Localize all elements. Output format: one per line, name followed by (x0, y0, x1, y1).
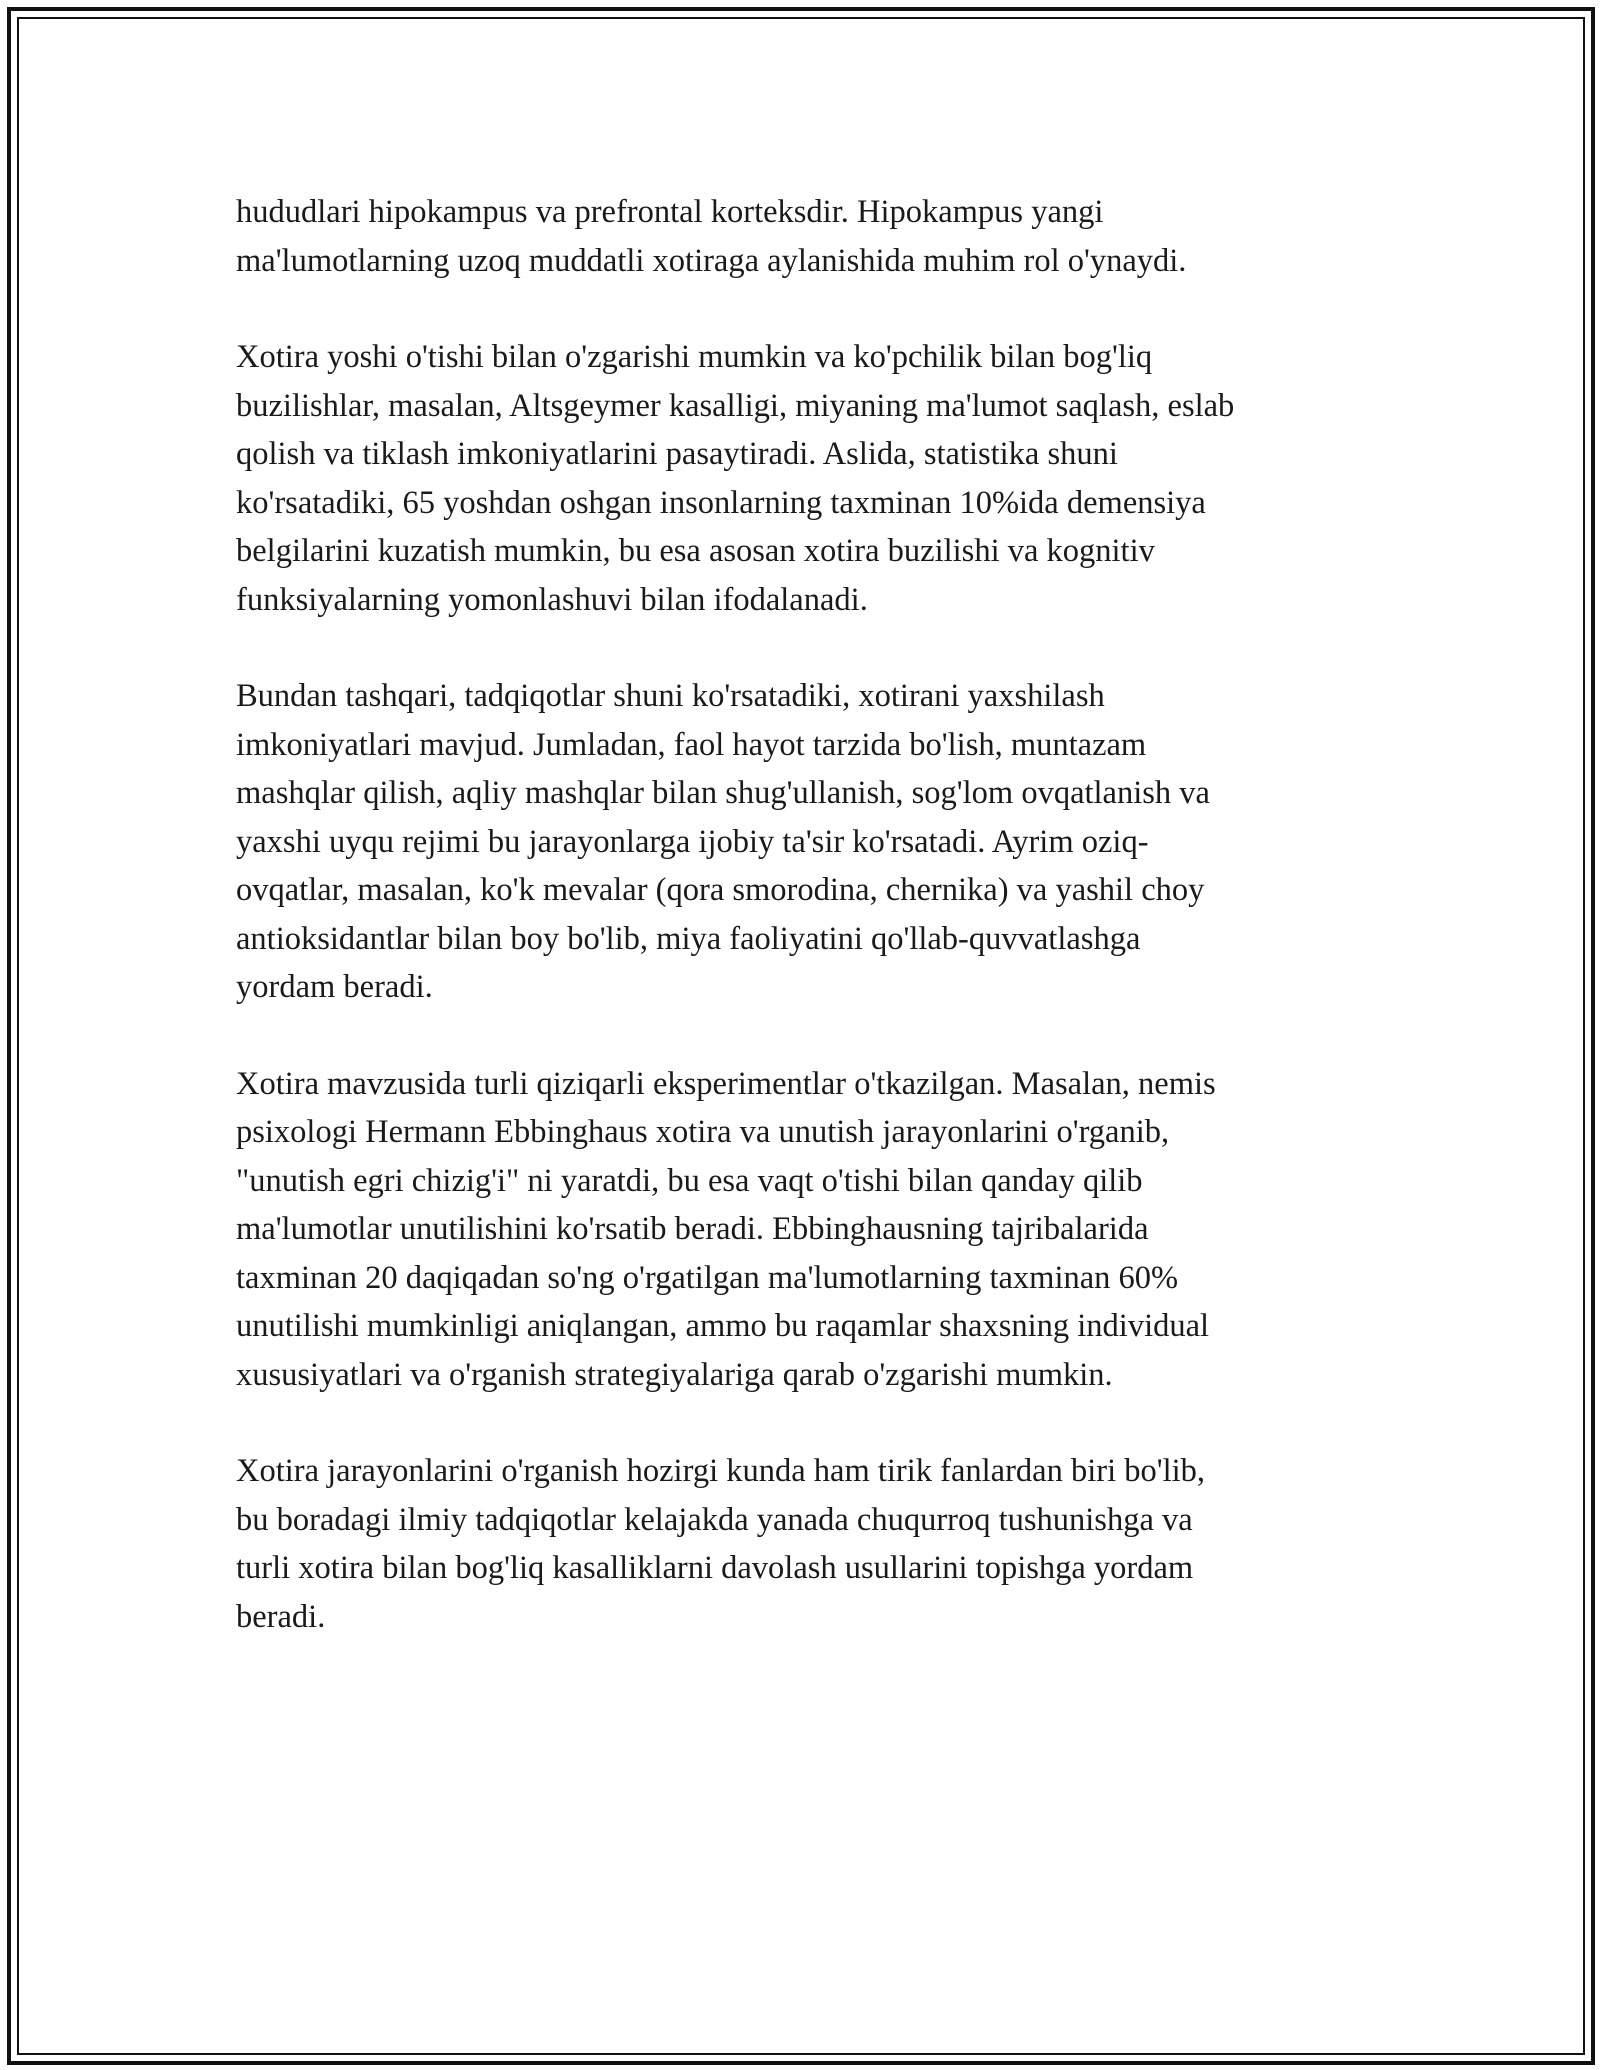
text-line: unutilishi mumkinligi aniqlangan, ammo bu raqamlar shaxsning individual (236, 1308, 1210, 1344)
text-line: beradi. (236, 1598, 326, 1635)
paragraph-5 (236, 1447, 1376, 1641)
text-line: ovqatlar, masalan, ko'k mevalar (qora smorodina, chernika) va yashil choy (236, 872, 1205, 908)
paragraph-4 (236, 1060, 1376, 1400)
text-line: Bundan tashqari, tadqiqotlar shuni ko'rsatadiki, xotirani yaxshilash (236, 678, 1105, 714)
text-line: psixologi Hermann Ebbinghaus xotira va unutish jarayonlarini o'rganib, (236, 1114, 1170, 1150)
paragraph-1 (236, 188, 1376, 285)
text-line: imkoniyatlari mavjud. Jumladan, faol hayot tarzida bo'lish, muntazam (236, 726, 1147, 763)
text-line: turli xotira bilan bog'liq kasalliklarni davolash usullarini topishga yordam (236, 1550, 1194, 1586)
text-line: mashqlar qilish, aqliy mashqlar bilan shug'ullanish, sog'lom ovqatlanish va (236, 775, 1210, 811)
text-line: xususiyatlari va o'rganish strategiyalariga qarab o'zgarishi mumkin. (236, 1356, 1113, 1393)
text-line: "unutish egri chizig'i" ni yaratdi, bu esa vaqt o'tishi bilan qanday qilib (236, 1162, 1143, 1199)
text-line: antioksidantlar bilan boy bo'lib, miya faoliyatini qo'llab-quvvatlashga (236, 920, 1141, 957)
text-line: ko'rsatadiki, 65 yoshdan oshgan insonlarning taxminan 10%ida demensiya (236, 484, 1206, 521)
text-line: qolish va tiklash imkoniyatlarini pasaytiradi. Aslida, statistika shuni (236, 436, 1118, 472)
text-line: funksiyalarning yomonlashuvi bilan ifodalanadi. (236, 581, 868, 618)
text-line: yaxshi uyqu rejimi bu jarayonlarga ijobiy ta'sir ko'rsatadi. Ayrim oziq- (236, 823, 1149, 860)
text-line: Xotira mavzusida turli qiziqarli eksperimentlar o'tkazilgan. Masalan, nemis (236, 1065, 1216, 1102)
text-line: buzilishlar, masalan, Altsgeymer kasalligi, miyaning ma'lumot saqlash, eslab (236, 387, 1235, 424)
text-line: Xotira jarayonlarini o'rganish hozirgi kunda ham tirik fanlardan biri bo'lib, (236, 1453, 1206, 1489)
text-line: hududlari hipokampus va prefrontal korteksdir. Hipokampus yangi (236, 194, 1104, 230)
text-line: belgilarini kuzatish mumkin, bu esa asosan xotira buzilishi va kognitiv (236, 533, 1155, 569)
paragraph-2 (236, 333, 1376, 624)
document-body (236, 188, 1376, 1689)
text-line: bu boradagi ilmiy tadqiqotlar kelajakda yanada chuqurroq tushunishga va (236, 1501, 1193, 1538)
text-line: ma'lumotlarning uzoq muddatli xotiraga aylanishida muhim rol o'ynaydi. (236, 242, 1187, 279)
text-line: Xotira yoshi o'tishi bilan o'zgarishi mumkin va ko'pchilik bilan bog'liq (236, 339, 1153, 375)
text-line: taxminan 20 daqiqadan so'ng o'rgatilgan ma'lumotlarning taxminan 60% (236, 1259, 1179, 1296)
paragraph-3 (236, 672, 1376, 1012)
text-line: ma'lumotlar unutilishini ko'rsatib beradi. Ebbinghausning tajribalarida (236, 1211, 1149, 1247)
text-line: yordam beradi. (236, 969, 433, 1005)
